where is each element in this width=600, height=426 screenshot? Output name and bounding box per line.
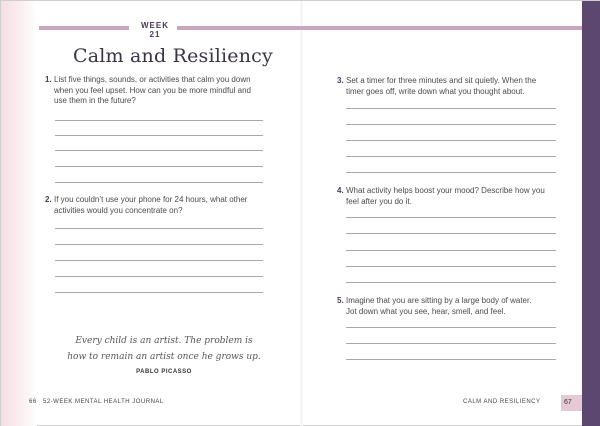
question-4 (337, 186, 577, 207)
week-label: WEEK 21 (141, 21, 169, 39)
answer-line[interactable] (55, 260, 263, 261)
answer-line[interactable] (55, 292, 263, 293)
answer-line[interactable] (346, 250, 556, 251)
question-text-line: Jot down what you see, hear, smell, and feel. (346, 306, 506, 316)
question-text-line: Imagine that you are sitting by a large body of water. (346, 296, 532, 305)
footer-page-number-left: 66 (29, 399, 37, 405)
question-text-line: If you couldn’t use your phone for 24 hours, what other (54, 195, 248, 204)
week-bar-left-segment (39, 26, 129, 30)
question-text-line: What activity helps boost your mood? Describe how you (346, 186, 545, 195)
right-page-edge-band (582, 1, 600, 426)
question-text-line: List five things, sounds, or activities that calm you down (54, 75, 251, 84)
answer-line[interactable] (55, 135, 263, 136)
answer-line[interactable] (346, 124, 556, 125)
week-bar-right-segment (301, 26, 582, 30)
left-page-edge-gradient (1, 1, 37, 426)
quote (59, 333, 269, 365)
answer-line[interactable] (346, 266, 556, 267)
question-text-line: use them in the future? (54, 96, 136, 105)
question-3 (337, 76, 577, 97)
quote-line: Every child is an artist. The problem is (75, 336, 253, 346)
answer-line[interactable] (346, 282, 556, 283)
quote-author: PABLO PICASSO (136, 369, 192, 375)
answer-line[interactable] (55, 228, 263, 229)
question-text-line: when you feel upset. How can you be more mindful and (54, 85, 252, 95)
question-text-line: feel after you do it. (346, 196, 412, 206)
question-number: 2. (45, 195, 52, 204)
question-1 (45, 75, 275, 107)
footer-section-title: CALM AND RESILIENCY (463, 399, 541, 405)
answer-line[interactable] (346, 217, 556, 218)
quote-line: how to remain an artist once he grows up. (67, 352, 261, 362)
answer-line[interactable] (55, 276, 263, 277)
answer-line[interactable] (55, 150, 263, 151)
question-text-line: Set a timer for three minutes and sit quietly. When the (346, 76, 537, 85)
answer-line[interactable] (346, 156, 556, 157)
question-number: 5. (337, 296, 344, 305)
answer-line[interactable] (55, 244, 263, 245)
question-text-line: timer goes off, write down what you thought about. (346, 86, 525, 96)
question-5 (337, 296, 577, 317)
answer-line[interactable] (55, 120, 263, 121)
footer-book-title: 52-WEEK MENTAL HEALTH JOURNAL (43, 399, 164, 405)
question-2 (45, 195, 275, 216)
answer-line[interactable] (55, 166, 263, 167)
answer-line[interactable] (346, 343, 556, 344)
answer-line[interactable] (346, 140, 556, 141)
answer-line[interactable] (346, 108, 556, 109)
week-bar-middle-segment (177, 26, 301, 30)
answer-line[interactable] (346, 172, 556, 173)
question-number: 4. (337, 186, 344, 195)
answer-line[interactable] (346, 233, 556, 234)
answer-line[interactable] (346, 359, 556, 360)
question-number: 3. (337, 76, 344, 85)
question-text-line: activities would you concentrate on? (54, 205, 183, 215)
page-gutter (300, 1, 303, 426)
footer-page-number-right: 67 (564, 399, 572, 406)
question-number: 1. (45, 75, 52, 84)
page-title: Calm and Resiliency (73, 45, 273, 67)
answer-line[interactable] (55, 182, 263, 183)
answer-line[interactable] (346, 327, 556, 328)
